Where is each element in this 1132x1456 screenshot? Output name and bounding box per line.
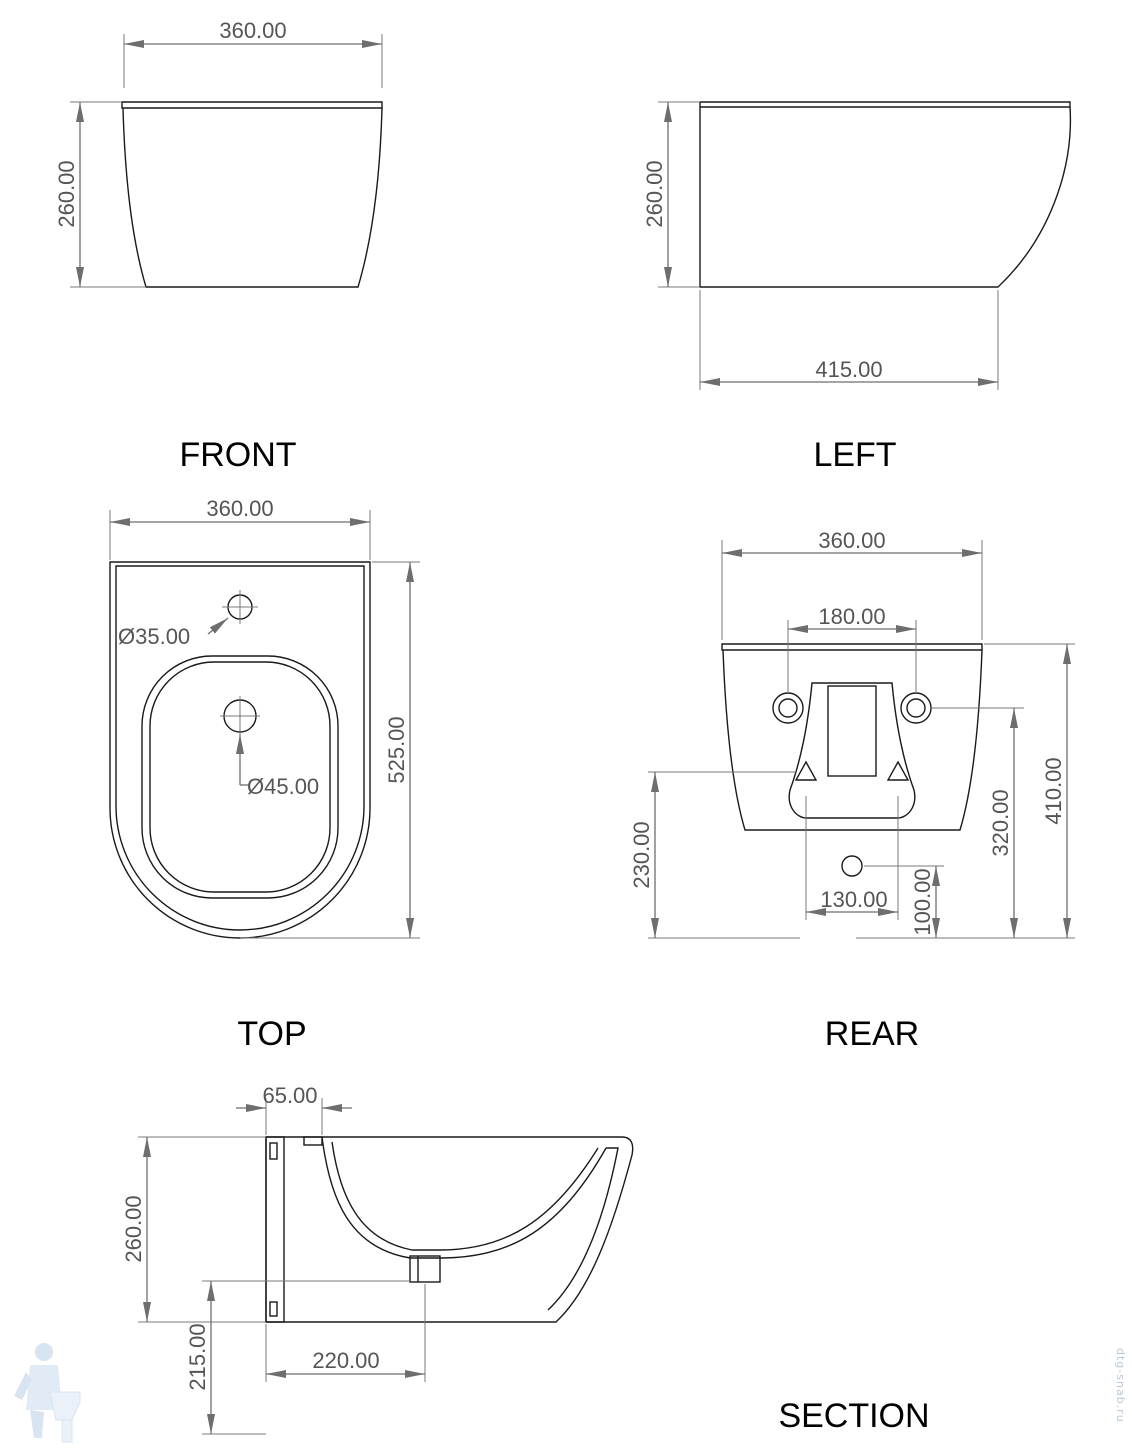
top-width-label: 360.00 [206, 496, 274, 521]
section-wall-gap-label: 65.00 [262, 1083, 318, 1108]
section-height-label: 260.00 [121, 1195, 146, 1263]
rear-outlet-spacing-label: 130.00 [820, 887, 888, 912]
section-drain-height-label: 215.00 [185, 1323, 210, 1391]
front-view-label: FRONT [179, 436, 297, 474]
left-depth-label: 415.00 [815, 357, 883, 382]
top-width-dimension [110, 496, 370, 560]
rear-supply-height-dimension [629, 772, 796, 938]
front-view [54, 18, 382, 474]
left-height-label: 260.00 [642, 160, 667, 228]
top-view-label: TOP [237, 1015, 307, 1053]
rear-bolt-spacing-label: 180.00 [818, 604, 886, 629]
rear-outline [722, 644, 982, 830]
front-width-dimension [124, 18, 382, 88]
rear-height-label: 410.00 [1041, 757, 1066, 825]
section-drain-offset-label: 220.00 [312, 1348, 380, 1373]
section-view [121, 1083, 930, 1435]
left-height-dimension [642, 102, 700, 287]
rear-outlet-height-label: 100.00 [910, 868, 935, 936]
rear-bolt-holes [773, 693, 931, 723]
rear-width-label: 360.00 [818, 528, 886, 553]
rear-bolt-height-label: 320.00 [988, 789, 1013, 857]
left-outline [700, 102, 1070, 287]
rear-supply-height-label: 230.00 [629, 821, 654, 889]
section-wall-plate [266, 1137, 322, 1322]
rear-bolt-height-dimension [932, 708, 1024, 938]
rear-view [629, 528, 1075, 1053]
tap-hole [118, 590, 258, 649]
tap-hole-label: Ø35.00 [118, 624, 191, 649]
front-height-dimension [54, 102, 146, 287]
left-view-label: LEFT [813, 436, 897, 474]
top-length-label: 525.00 [384, 716, 409, 784]
section-outline [266, 1137, 633, 1322]
left-view [642, 102, 1070, 474]
front-height-label: 260.00 [54, 160, 79, 228]
rear-outlet-hole [842, 856, 862, 876]
section-view-label: SECTION [778, 1397, 930, 1435]
front-outline [122, 102, 382, 287]
rear-outlet-spacing-dimension [806, 796, 898, 920]
rear-bolt-spacing-dimension [788, 604, 916, 693]
drain-hole [220, 696, 319, 799]
section-drain-offset-dimension [266, 1284, 425, 1382]
rear-cutout [789, 683, 915, 818]
drain-hole-label: Ø45.00 [247, 774, 320, 799]
section-wall-gap-dimension [236, 1083, 352, 1135]
section-drain-spigot [410, 1256, 440, 1282]
front-width-label: 360.00 [219, 18, 287, 43]
watermark-text: dtg-snab.ru [1114, 1348, 1127, 1423]
watermark-plumber-logo [14, 1343, 80, 1442]
rear-view-label: REAR [824, 1015, 920, 1053]
left-depth-dimension [700, 290, 998, 390]
top-view [110, 496, 420, 1053]
section-height-dimension [121, 1137, 266, 1322]
